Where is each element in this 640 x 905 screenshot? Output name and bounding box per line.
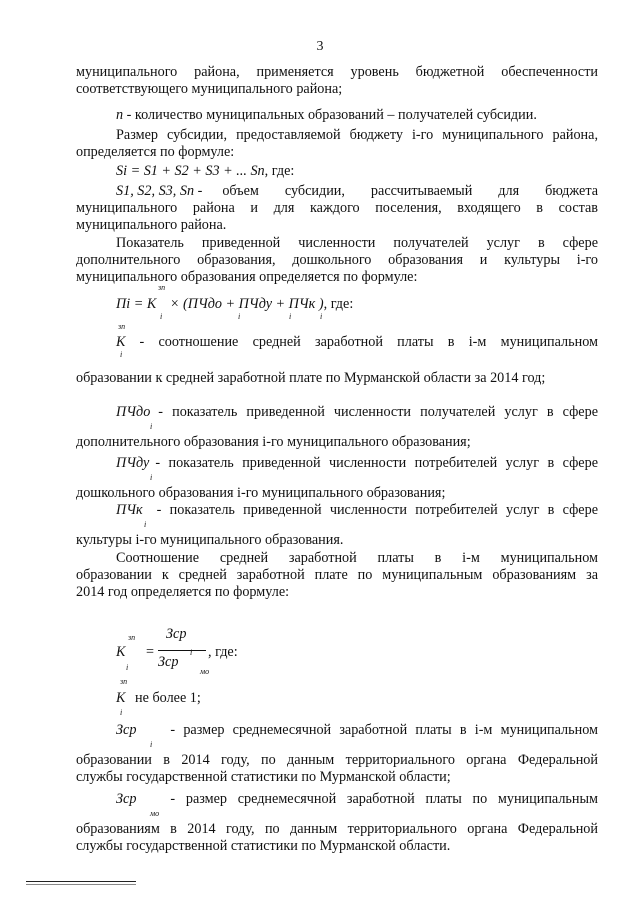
text-line: Размер субсидии, предоставляемой бюджету i-го муниципального района, — [116, 127, 598, 143]
definition-text: объем субсидии, рассчитываемый для бюджета — [222, 183, 598, 199]
definition-pchdo — [76, 404, 598, 451]
formula-subscript-i: i — [289, 312, 292, 321]
symbol-s-list: S1, S2, S3, Sn - — [116, 183, 203, 199]
symbol-subscript: i — [150, 473, 153, 482]
page-number: 3 — [316, 39, 324, 54]
formula-k-superscript: зп — [128, 633, 136, 642]
text-line: службы государственной статистики по Мурманской области. — [76, 838, 451, 854]
text-line: дополнительного образования, дошкольного образования и культуры i-го — [76, 252, 598, 268]
formula-wage-ratio — [116, 622, 316, 682]
definition-text: - показатель приведенной численности получателей услуг в сфере — [158, 404, 598, 420]
footer-rule — [26, 884, 136, 885]
definition-zsr-mo — [76, 791, 598, 855]
formula-k-subscript: i — [126, 663, 129, 672]
text-line: культуры i-го муниципального образования. — [76, 532, 344, 548]
definition-text: - соотношение средней заработной платы в i-м муниципальном — [139, 334, 598, 350]
formula-reduced-count — [116, 283, 354, 321]
formula-denominator-subscript: мо — [200, 667, 210, 676]
text-line: образовании в 2014 году, по данным территориального органа Федеральной — [76, 752, 598, 768]
symbol-k: K — [116, 690, 126, 706]
symbol-subscript: i — [150, 422, 153, 431]
text-line: образованиям в 2014 году, по данным территориального органа Федеральной — [76, 821, 598, 837]
formula-denominator: Зср — [158, 654, 179, 670]
definition-text: - показатель приведенной численности потребителей услуг в сфере — [155, 455, 598, 471]
symbol-k-superscript: зп — [120, 677, 128, 686]
definition-text: - показатель приведенной численности потребителей услуг в сфере — [156, 502, 598, 518]
text-line: соответствующего муниципального района; — [76, 81, 343, 97]
definition-n — [76, 107, 598, 124]
paragraph-subsidy-size — [76, 127, 598, 161]
definition-zsr-i — [76, 722, 598, 786]
definition-pchdu — [76, 455, 598, 502]
formula-subsidy-sum — [116, 163, 294, 180]
text-line: муниципального района и для каждого поселения, входящего в состав — [76, 200, 598, 216]
symbol-k: K — [116, 334, 126, 350]
paragraph-reduced-count — [76, 235, 598, 286]
formula-equals: = — [146, 644, 155, 660]
definition-text: - количество муниципальных образований – получателей субсидии. — [123, 107, 537, 123]
text-line: службы государственной статистики по Мурманской области; — [76, 769, 451, 785]
k-limit-line — [116, 677, 201, 717]
symbol-zsr: Зср — [116, 722, 137, 738]
text-line: муниципального района. — [76, 217, 227, 233]
formula-numerator-subscript: i — [190, 648, 193, 657]
text-line: определяется по формуле: — [76, 144, 235, 160]
fraction-bar — [158, 650, 206, 651]
k-limit-text: не более 1; — [135, 690, 201, 706]
formula-body: × (ПЧдо + ПЧду + ПЧк ) — [169, 296, 324, 312]
definition-text: - размер среднемесячной заработной платы в i-м муниципальном — [170, 722, 598, 738]
formula-k-subscript: i — [160, 312, 163, 321]
formula-k-superscript: зп — [158, 283, 166, 292]
symbol-subscript: i — [150, 740, 153, 749]
formula-where: , где: — [323, 296, 354, 312]
definition-k — [76, 322, 598, 387]
definition-s — [76, 183, 598, 234]
formula-expression: Si = S1 + S2 + S3 + ... Sn — [116, 163, 265, 179]
formula-where: , где: — [264, 163, 295, 179]
text-line: образовании к средней заработной плате по Мурманской области за 2014 год; — [76, 370, 546, 386]
symbol-n: n — [116, 107, 124, 123]
text-line: дополнительного образования i-го муниципального образования; — [76, 434, 471, 450]
formula-subscript-i: i — [238, 312, 241, 321]
formula-numerator: Зср — [166, 626, 187, 642]
symbol-subscript: мо — [150, 809, 160, 818]
text-line: дошкольного образования i-го муниципального образования; — [76, 485, 446, 501]
definition-pchk — [76, 502, 598, 549]
text-line: муниципального района, применяется уровень бюджетной обеспеченности — [76, 64, 598, 80]
symbol-k-superscript: зп — [118, 322, 126, 331]
formula-lhs: Пi = K — [116, 296, 157, 312]
symbol-pchdu: ПЧду — [116, 455, 150, 471]
text-line: муниципального образования определяется по формуле: — [76, 269, 418, 285]
text-line: Соотношение средней заработной платы в i-м муниципальном — [116, 550, 598, 566]
text-line: 2014 год определяется по формуле: — [76, 584, 290, 600]
symbol-pchdo: ПЧдо — [116, 404, 151, 420]
symbol-k-subscript: i — [120, 708, 123, 717]
text-line: Показатель приведенной численности получателей услуг в сфере — [116, 235, 598, 251]
symbol-pchk: ПЧк — [116, 502, 143, 518]
text-line: образовании к средней заработной плате по муниципальным образованиям за — [76, 567, 598, 583]
formula-where: , где: — [208, 644, 238, 660]
paragraph-budget-level — [76, 64, 598, 98]
symbol-subscript: i — [144, 520, 147, 529]
symbol-zsr: Зср — [116, 791, 137, 807]
formula-k: K — [116, 644, 126, 660]
paragraph-wage-ratio — [76, 550, 598, 601]
formula-subscript-i: i — [320, 312, 323, 321]
definition-text: - размер среднемесячной заработной платы по муниципальным — [170, 791, 598, 807]
symbol-k-subscript: i — [120, 350, 123, 359]
footer-rule — [26, 881, 136, 882]
